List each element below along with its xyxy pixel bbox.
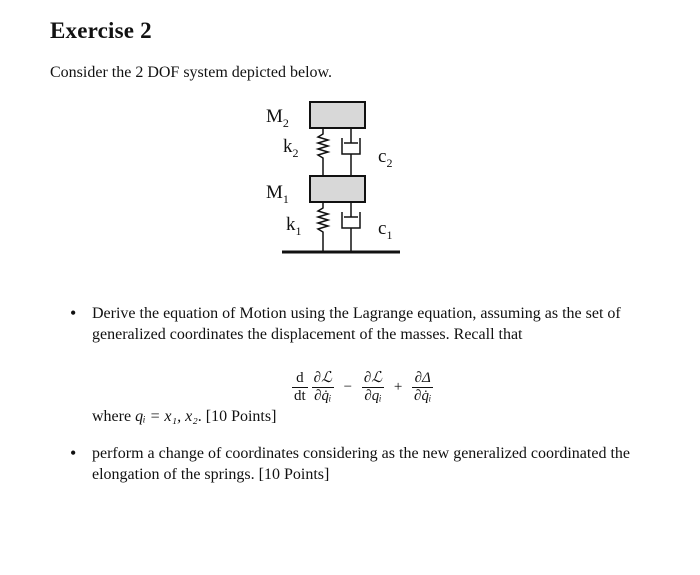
label-k2: $k_2$: [283, 136, 299, 160]
label-c2: $c_2$: [378, 146, 393, 170]
mass-m2-block: [310, 102, 365, 128]
label-m2: $M_2$: [266, 106, 289, 130]
eq-frac-d-dt: $\frac{d}{dt}$: [294, 370, 306, 404]
mass-m1-block: [310, 176, 365, 202]
where-line: [92, 408, 276, 426]
label-c1: $c_1$: [378, 218, 393, 242]
label-m1: $M_1$: [266, 182, 289, 206]
eq-frac-dL-dq: $\frac{\text{∂ℒ}}{\text{∂qᵢ}}$: [363, 370, 383, 404]
damper-c1: [342, 202, 360, 252]
spring-k2: [318, 128, 328, 176]
intro-text: Consider the 2 DOF system depicted below.: [50, 64, 333, 81]
bullet-text: Derive the equation of Motion using the Lagrange equation, assuming as the set of generalized coordinates the displacement of the masses. Recall that: [92, 305, 621, 343]
spring-k1: [318, 202, 328, 252]
eq-frac-dL-dqdot: $\frac{\text{∂ℒ}}{\text{∂q̇ᵢ}}$: [313, 370, 332, 404]
lagrange-equation: [290, 370, 435, 405]
bullet-dot: •: [70, 303, 77, 323]
eq-frac-dDelta-dqdot: $\frac{\partial\Delta}{\text{∂q̇ᵢ}}$: [414, 370, 432, 404]
two-dof-system-diagram: [250, 94, 420, 264]
where-suffix: . [10 Points]: [197, 408, 277, 425]
eq-minus: −: [343, 379, 353, 395]
where-prefix: where: [92, 408, 136, 425]
bullet-text: perform a change of coordinates considering as the new generalized coordinated the elongation of the springs. [10 Points]: [92, 445, 630, 483]
damper-c2: [342, 128, 360, 176]
bullet-dot: •: [70, 443, 77, 463]
label-k1: $k_1$: [286, 214, 302, 238]
exercise-title: Exercise 2: [50, 18, 152, 43]
where-expression: qᵢ = x₁, x₂: [135, 408, 198, 425]
eq-plus: +: [393, 379, 403, 395]
